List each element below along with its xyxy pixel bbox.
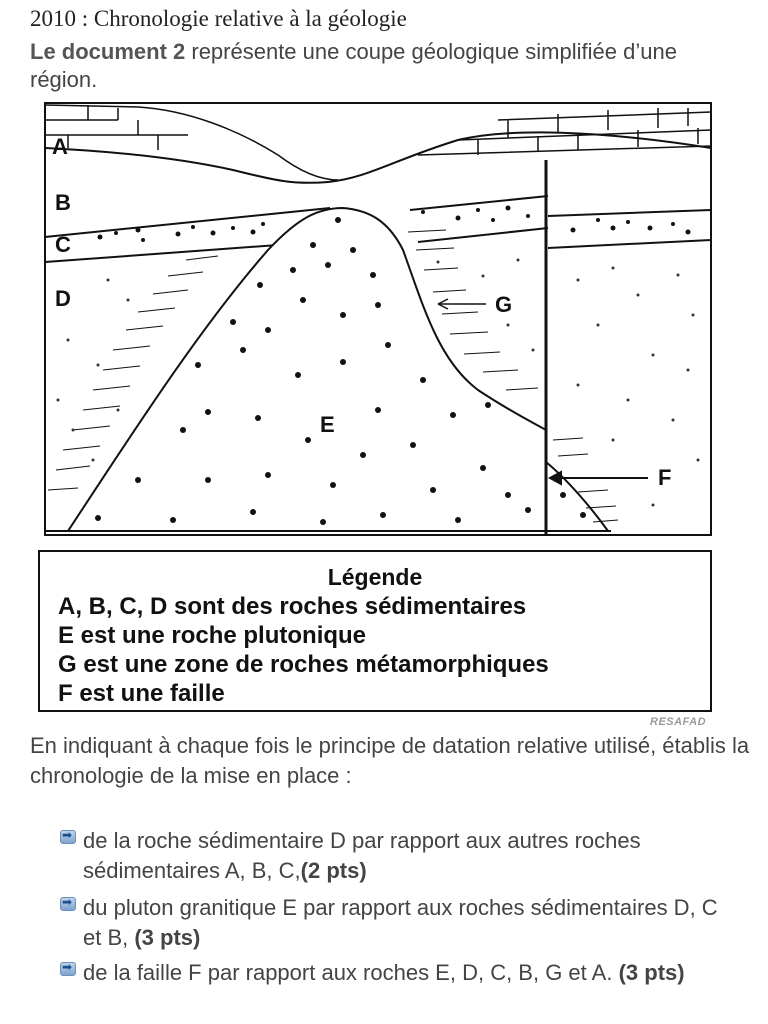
- intro-paragraph: [30, 38, 750, 94]
- label-b: B: [55, 190, 71, 215]
- intro-bold: Le document 2: [30, 39, 186, 64]
- page-title: 2010 : Chronologie relative à la géologie: [30, 6, 407, 31]
- bullet-1-points: (2 pts): [300, 858, 367, 883]
- legend-title: Légende: [327, 564, 423, 590]
- bullet-2-text: du pluton granitique E par rapport aux roches sédimentaires D, C et B,: [83, 895, 718, 950]
- bullet-3-points: (3 pts): [618, 960, 685, 985]
- arrow-right-icon: [60, 830, 76, 844]
- label-g: G: [495, 292, 513, 317]
- brick-pattern-right: [418, 108, 711, 155]
- surface-left: [45, 105, 338, 180]
- pluton-e-outline: [68, 208, 608, 531]
- legend-line-sedimentary: A, B, C, D sont des roches sédimentaires: [58, 593, 527, 620]
- bullet-2-points: (3 pts): [134, 925, 201, 950]
- intro-text: représente une coupe géologique simplifiée d’une région.: [30, 39, 677, 92]
- question-paragraph: En indiquant à chaque fois le principe de datation relative utilisé, établis la chronologie de la mise en place :: [30, 733, 750, 788]
- label-f: F: [658, 465, 672, 490]
- layer-a-boundary: [45, 132, 711, 182]
- arrow-right-icon: [60, 897, 76, 911]
- bullet-3-text: de la faille F par rapport aux roches E, D, C, B, G et A.: [83, 960, 619, 985]
- label-d: D: [55, 286, 71, 311]
- label-c: C: [55, 232, 71, 257]
- label-a: A: [52, 134, 68, 159]
- legend-line-metamorphic: G est une zone de roches métamorphiques: [58, 651, 549, 678]
- credit-watermark: RESAFAD: [650, 716, 707, 728]
- label-e: E: [320, 412, 335, 437]
- bullet-1-text: de la roche sédimentaire D par rapport aux autres roches sédimentaires A, B, C,: [83, 828, 641, 883]
- geologic-cross-section: [38, 100, 718, 540]
- legend-line-plutonic: E est une roche plutonique: [58, 622, 367, 649]
- legend-line-fault: F est une faille: [58, 680, 225, 707]
- legend-box: [38, 550, 712, 712]
- arrow-right-icon: [60, 962, 76, 976]
